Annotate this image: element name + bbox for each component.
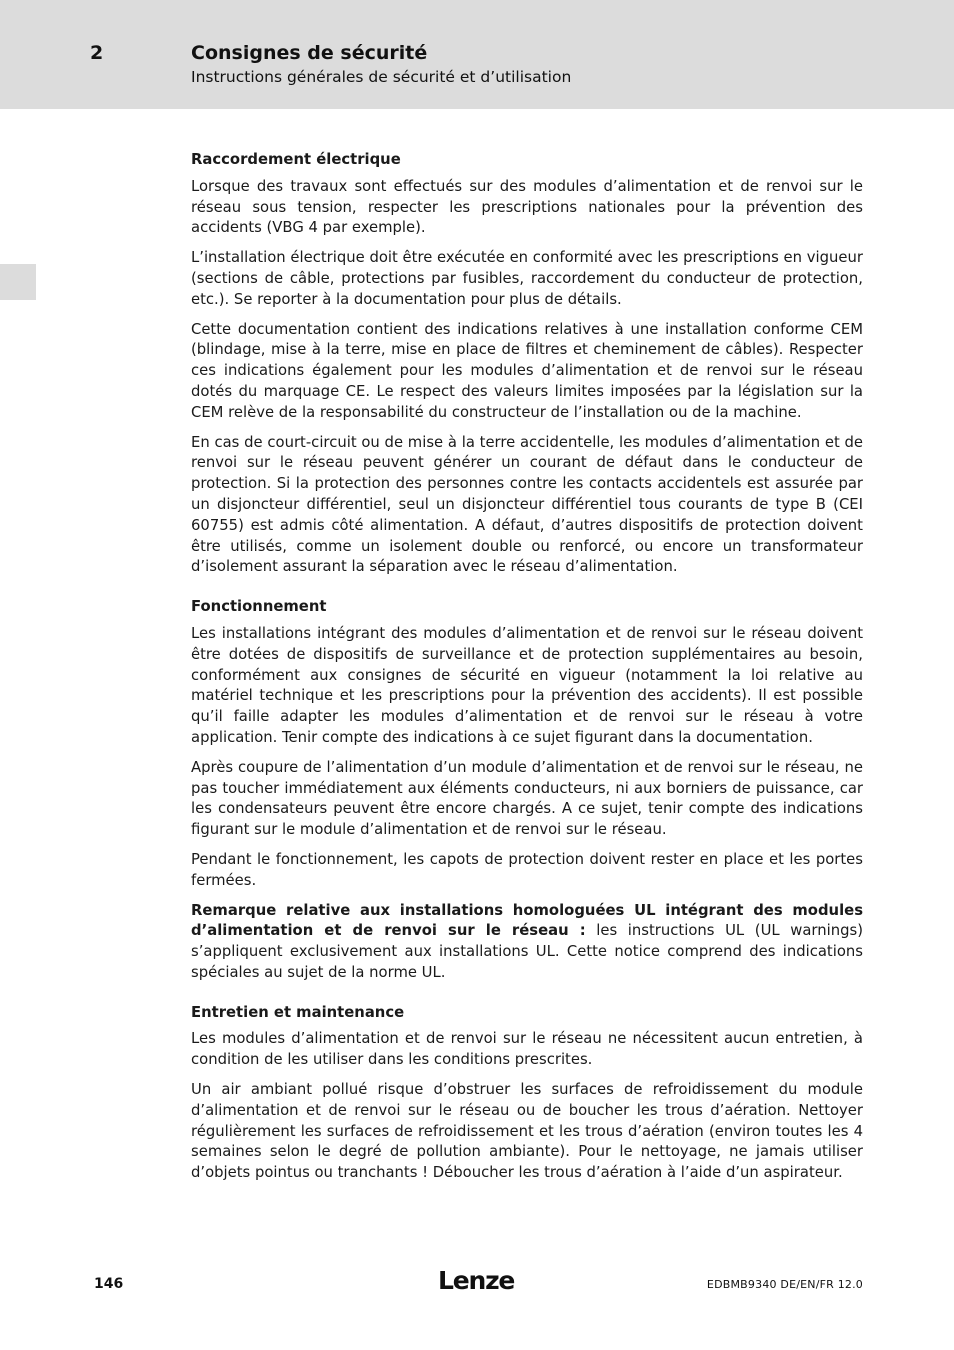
- ul-note-paragraph: [191, 901, 863, 984]
- chapter-number: 2: [90, 42, 104, 64]
- header-band: [0, 0, 954, 109]
- section-heading: Fonctionnement: [191, 598, 327, 616]
- section-fonctionnement: [191, 597, 863, 984]
- chapter-title: Consignes de sécurité: [191, 42, 428, 64]
- section-heading: Entretien et maintenance: [191, 1003, 405, 1021]
- paragraph: Les modules d’alimentation et de renvoi sur le réseau ne nécessitent aucun entretien, à condition de les utiliser dans les conditions prescrites.: [191, 1030, 863, 1069]
- chapter-subtitle: Instructions générales de sécurité et d’utilisation: [191, 68, 572, 86]
- paragraph: Un air ambiant pollué risque d’obstruer les surfaces de refroidissement du module d’alimentation et de renvoi sur le réseau ou de boucher les trous d’aération. Nettoyer régulièrement les surfaces de refroidissement et les trous d’aération (environ toutes les 4 semaines selon le degré de pollution ambiante). Pour le nettoyage, ne jamais utiliser d’objets pointus ou tranchants ! Déboucher les trous d’aération à l’aide d’un aspirateur.: [191, 1081, 863, 1182]
- paragraph: Cette documentation contient des indications relatives à une installation conforme CEM (blindage, mise à la terre, mise en place de filtres et cheminement de câbles). Respecter ces indications également pour les modules d’alimentation et de renvoi sur le réseau dotés du marquage CE. Le respect des valeurs limites imposées par la législation sur la CEM relève de la responsabilité du constructeur de l’installation ou de la machine.: [191, 320, 863, 421]
- document-reference: EDBMB9340 DE/EN/FR 12.0: [706, 1278, 863, 1291]
- paragraph: Lorsque des travaux sont effectués sur des modules d’alimentation et de renvoi sur le réseau sous tension, respecter les prescriptions nationales pour la prévention des accidents (VBG 4 par exemple).: [191, 177, 863, 237]
- paragraph: Les installations intégrant des modules d’alimentation et de renvoi sur le réseau doivent être dotées de dispositifs de surveillance et de protection supplémentaires au besoin, conformément aux consignes de sécurité en vigueur (notamment la loi relative au matériel technique et les prescriptions pour la prévention des accidents). Il est possible qu’il faille adapter les modules d’alimentation et de renvoi sur le réseau à votre application. Tenir compte des indications à ce sujet figurant dans la documentation.: [191, 624, 863, 746]
- section-entretien-maintenance: [191, 1003, 863, 1184]
- section-heading: Raccordement électrique: [191, 151, 401, 168]
- main-content: [191, 150, 863, 1203]
- ul-note-text: les instructions UL (UL warnings) s’appliquent exclusivement aux installations UL. Cette notice comprend des indications spéciales au sujet de la norme UL.: [191, 922, 864, 981]
- lenze-logo: Lenze: [438, 1266, 515, 1295]
- page-number: 146: [94, 1276, 124, 1292]
- paragraph: Après coupure de l’alimentation d’un module d’alimentation et de renvoi sur le réseau, ne pas toucher immédiatement aux éléments conducteurs, ni aux borniers de puissance, car les condensateurs peuvent être encore chargés. A ce sujet, tenir compte des indications figurant sur le module d’alimentation et de renvoi sur le réseau.: [191, 758, 863, 839]
- chapter-side-tab: [0, 264, 36, 300]
- ul-note-bold: Remarque relative aux installations homologuées UL intégrant des modules d’alimentation et de renvoi sur le réseau :: [191, 901, 863, 940]
- paragraph: Pendant le fonctionnement, les capots de protection doivent rester en place et les portes fermées.: [191, 850, 863, 889]
- section-raccordement-electrique: [191, 150, 863, 578]
- paragraph: En cas de court-circuit ou de mise à la terre accidentelle, les modules d’alimentation et de renvoi sur le réseau peuvent générer un courant de défaut dans le conducteur de protection. Si la protection des personnes contre les contacts accidentels est assurée par un disjoncteur différentiel, seul un disjoncteur différentiel tous courants de type B (CEI 60755) est admis côté alimentation. A défaut, d’autres dispositifs de protection doivent être utilisés, comme un isolement double ou renforcé, ou encore un transformateur d’isolement assurant la séparation avec le réseau d’alimentation.: [191, 433, 863, 576]
- paragraph: L’installation électrique doit être exécutée en conformité avec les prescriptions en vigueur (sections de câble, protections par fusibles, raccordement du conducteur de protection, etc.). Se reporter à la documentation pour plus de détails.: [191, 249, 863, 308]
